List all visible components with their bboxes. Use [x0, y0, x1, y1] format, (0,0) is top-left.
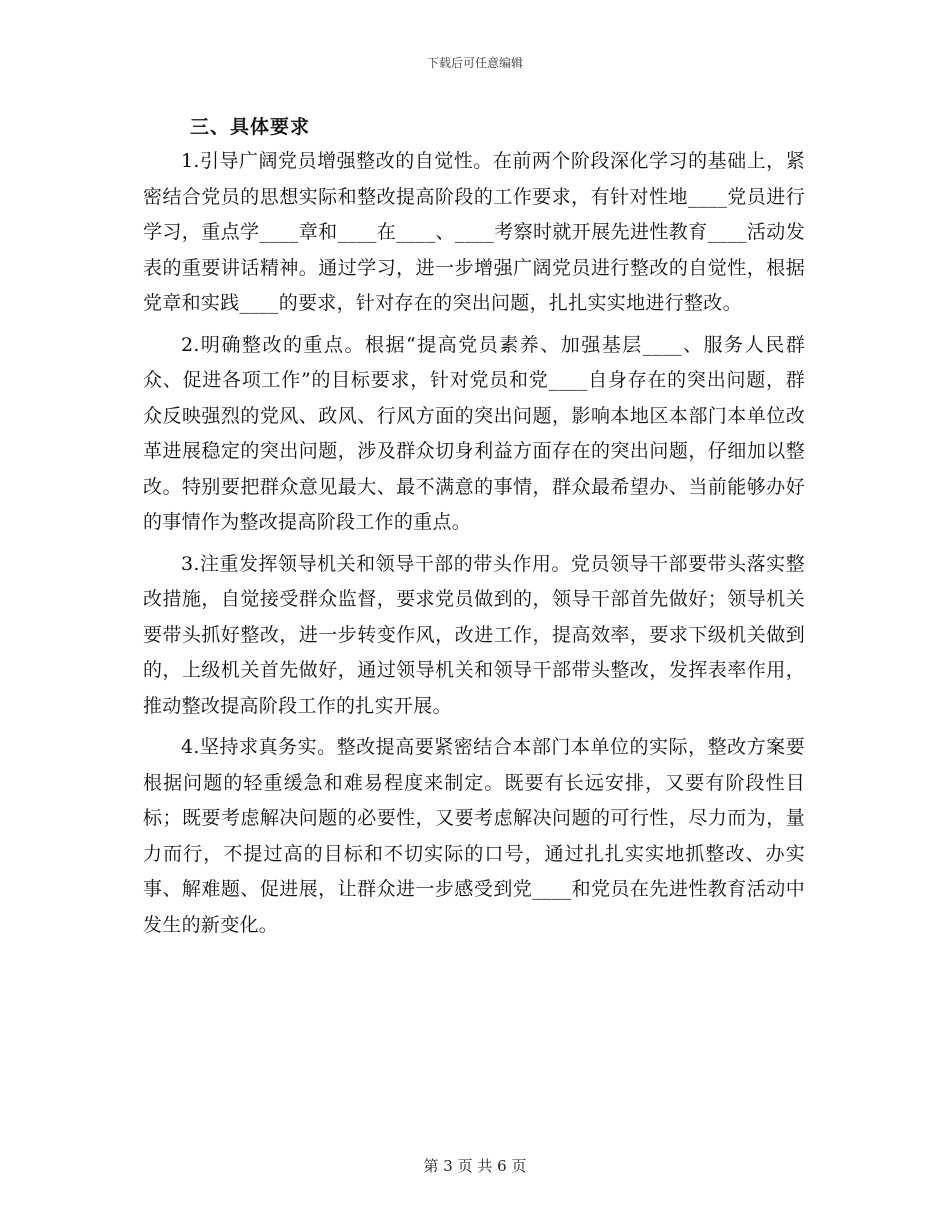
paragraph-2: 2.明确整改的重点。根据“提高党员素养、加强基层____、服务人民群众、促进各项工作”的目标要求，针对党员和党____自身存在的突出问题，群众反映强烈的党风、政风、行风方面的突出问题，影响本地区本部门本单位改革进展稳定的突出问题，涉及群众切身利益方面存在的突出问题，仔细加以整改。特别要把群众意见最大、最不满意的事情，群众最希望办、当前能够办好的事情作为整改提高阶段工作的重点。: [143, 333, 805, 533]
paragraph-3: 3.注重发挥领导机关和领导干部的带头作用。党员领导干部要带头落实整改措施，自觉接受群众监督，要求党员做到的，领导干部首先做好；领导机关要带头抓好整改，进一步转变作风，改进工作，提高效率，要求下级机关做到的，上级机关首先做好，通过领导机关和领导干部带头整改，发挥表率作用，推动整改提高阶段工作的扎实开展。: [143, 552, 805, 717]
page-number: 第 3 页 共 6 页: [423, 1157, 527, 1175]
paragraph-4: 4.坚持求真务实。整改提高要紧密结合本部门本单位的实际，整改方案要根据问题的轻重缓急和难易程度来制定。既要有长远安排，又要有阶段性目标；既要考虑解决问题的必要性，又要考虑解决问题的可行性，尽力而为，量力而行，不提过高的目标和不切实际的口号，通过扎扎实实地抓整改、办实事、解难题、促进展，让群众进一步感受到党____和党员在先进性教育活动中发生的新变化。: [143, 736, 805, 936]
paragraph-1: 1.引导广阔党员增强整改的自觉性。在前两个阶段深化学习的基础上，紧密结合党员的思想实际和整改提高阶段的工作要求，有针对性地____党员进行学习，重点学____章和____在____、____考察时就开展先进性教育____活动发表的重要讲话精神。通过学习，进一步增强广阔党员进行整改的自觉性，根据党章和实践____的要求，针对存在的突出问题，扎扎实实地进行整改。: [143, 150, 805, 314]
header-note: 下载后可任意编辑: [426, 56, 523, 70]
section-heading: 三、具体要求: [190, 116, 311, 138]
document-body: [143, 110, 805, 949]
